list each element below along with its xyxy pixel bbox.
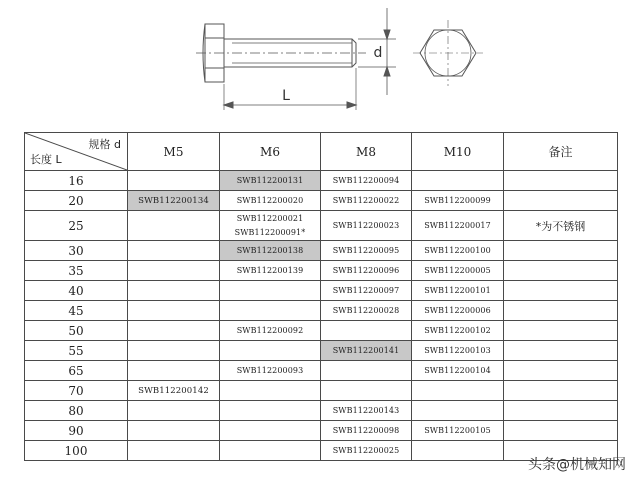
cell-m8 bbox=[321, 361, 412, 381]
part-code: SWB112200097 bbox=[332, 285, 400, 295]
cell-m10 bbox=[412, 361, 504, 381]
length-cell: 50 bbox=[25, 321, 128, 341]
part-code: SWB112200021 bbox=[236, 213, 304, 223]
length-cell: 25 bbox=[25, 211, 128, 241]
cell-remarks bbox=[504, 191, 618, 211]
cell-m6 bbox=[220, 381, 321, 401]
length-cell: 65 bbox=[25, 361, 128, 381]
cell-m10 bbox=[412, 261, 504, 281]
remark-text: *为不锈钢 bbox=[535, 219, 586, 233]
table-row bbox=[25, 301, 618, 321]
diameter-label: d bbox=[373, 45, 383, 61]
part-code: SWB112200091* bbox=[234, 227, 306, 237]
cell-m10 bbox=[412, 341, 504, 361]
cell-m6 bbox=[220, 361, 321, 381]
column-header-m8: M8 bbox=[321, 133, 412, 171]
cell-remarks bbox=[504, 281, 618, 301]
length-cell: 90 bbox=[25, 421, 128, 441]
part-code: SWB112200020 bbox=[236, 195, 304, 205]
part-code: SWB112200100 bbox=[424, 245, 491, 255]
table-row bbox=[25, 401, 618, 421]
cell-remarks bbox=[504, 341, 618, 361]
cell-m8 bbox=[321, 261, 412, 281]
part-code: SWB112200093 bbox=[236, 365, 304, 375]
part-code: SWB112200095 bbox=[332, 245, 400, 255]
cell-m8 bbox=[321, 421, 412, 441]
cell-remarks bbox=[504, 211, 618, 241]
cell-remarks bbox=[504, 361, 618, 381]
cell-m6 bbox=[220, 171, 321, 191]
cell-m6 bbox=[220, 401, 321, 421]
cell-m8 bbox=[321, 441, 412, 461]
part-code: SWB112200023 bbox=[332, 220, 400, 230]
cell-m6 bbox=[220, 211, 321, 241]
spec-table bbox=[24, 132, 618, 461]
cell-m5 bbox=[128, 421, 220, 441]
table-row bbox=[25, 361, 618, 381]
column-header-m10: M10 bbox=[412, 133, 504, 171]
cell-remarks bbox=[504, 381, 618, 401]
cell-m8 bbox=[321, 341, 412, 361]
table-row bbox=[25, 281, 618, 301]
part-code: SWB112200138 bbox=[236, 245, 304, 255]
cell-m5 bbox=[128, 381, 220, 401]
part-code: SWB112200092 bbox=[236, 325, 304, 335]
part-code: SWB112200099 bbox=[424, 195, 491, 205]
cell-m10 bbox=[412, 301, 504, 321]
column-header-remarks: 备注 bbox=[504, 133, 618, 171]
table-row bbox=[25, 191, 618, 211]
length-cell: 16 bbox=[25, 171, 128, 191]
part-code: SWB112200096 bbox=[332, 265, 400, 275]
cell-m8 bbox=[321, 191, 412, 211]
cell-m10 bbox=[412, 321, 504, 341]
length-label: L bbox=[282, 88, 290, 104]
length-cell: 30 bbox=[25, 241, 128, 261]
cell-remarks bbox=[504, 241, 618, 261]
part-code: SWB112200005 bbox=[424, 265, 491, 275]
cell-m8 bbox=[321, 321, 412, 341]
cell-m5 bbox=[128, 401, 220, 421]
table-row bbox=[25, 341, 618, 361]
cell-m10 bbox=[412, 171, 504, 191]
length-cell: 20 bbox=[25, 191, 128, 211]
length-cell: 100 bbox=[25, 441, 128, 461]
cell-m8 bbox=[321, 281, 412, 301]
length-cell: 55 bbox=[25, 341, 128, 361]
cell-remarks bbox=[504, 261, 618, 281]
cell-m10 bbox=[412, 401, 504, 421]
cell-m8 bbox=[321, 211, 412, 241]
cell-m5 bbox=[128, 211, 220, 241]
corner-spec-label: 规格 d bbox=[88, 138, 121, 151]
watermark: 头条@机械知网 bbox=[528, 457, 626, 473]
corner-header bbox=[25, 133, 128, 171]
part-code: SWB112200134 bbox=[138, 195, 209, 206]
table-body bbox=[25, 171, 618, 461]
cell-m5 bbox=[128, 241, 220, 261]
cell-m5 bbox=[128, 171, 220, 191]
cell-m8 bbox=[321, 171, 412, 191]
cell-m10 bbox=[412, 211, 504, 241]
cell-remarks bbox=[504, 421, 618, 441]
cell-m6 bbox=[220, 281, 321, 301]
table-row bbox=[25, 321, 618, 341]
part-code: SWB112200131 bbox=[236, 175, 304, 185]
table-row bbox=[25, 241, 618, 261]
part-code: SWB112200025 bbox=[332, 445, 400, 455]
table-row bbox=[25, 261, 618, 281]
cell-m8 bbox=[321, 301, 412, 321]
part-code: SWB112200017 bbox=[424, 220, 491, 230]
table-row bbox=[25, 421, 618, 441]
cell-m6 bbox=[220, 441, 321, 461]
column-header-m5: M5 bbox=[128, 133, 220, 171]
part-code: SWB112200028 bbox=[332, 305, 400, 315]
cell-remarks bbox=[504, 321, 618, 341]
cell-m6 bbox=[220, 241, 321, 261]
column-header-m6: M6 bbox=[220, 133, 321, 171]
cell-m6 bbox=[220, 261, 321, 281]
part-code: SWB112200101 bbox=[424, 285, 491, 295]
cell-m5 bbox=[128, 191, 220, 211]
cell-m10 bbox=[412, 441, 504, 461]
cell-m6 bbox=[220, 341, 321, 361]
cell-remarks bbox=[504, 401, 618, 421]
cell-m5 bbox=[128, 441, 220, 461]
header-row bbox=[25, 133, 618, 171]
part-code: SWB112200139 bbox=[236, 265, 304, 275]
length-cell: 35 bbox=[25, 261, 128, 281]
cell-m10 bbox=[412, 421, 504, 441]
cell-m5 bbox=[128, 341, 220, 361]
corner-length-label: 长度 L bbox=[30, 153, 62, 166]
part-code: SWB112200098 bbox=[332, 425, 400, 435]
part-code: SWB112200104 bbox=[424, 365, 491, 375]
length-cell: 70 bbox=[25, 381, 128, 401]
cell-m8 bbox=[321, 401, 412, 421]
length-cell: 45 bbox=[25, 301, 128, 321]
part-code: SWB112200103 bbox=[424, 345, 491, 355]
part-code: SWB112200142 bbox=[138, 385, 209, 396]
cell-m6 bbox=[220, 191, 321, 211]
cell-m8 bbox=[321, 381, 412, 401]
length-cell: 80 bbox=[25, 401, 128, 421]
table-row bbox=[25, 381, 618, 401]
cell-m5 bbox=[128, 281, 220, 301]
cell-m5 bbox=[128, 261, 220, 281]
table-row bbox=[25, 171, 618, 191]
cell-m5 bbox=[128, 321, 220, 341]
cell-remarks bbox=[504, 301, 618, 321]
cell-remarks bbox=[504, 171, 618, 191]
part-code: SWB112200141 bbox=[332, 345, 400, 355]
part-code: SWB112200022 bbox=[332, 195, 400, 205]
part-code: SWB112200006 bbox=[424, 305, 491, 315]
table-row bbox=[25, 211, 618, 241]
part-code: SWB112200094 bbox=[332, 175, 400, 185]
cell-m10 bbox=[412, 241, 504, 261]
cell-m10 bbox=[412, 191, 504, 211]
part-code: SWB112200143 bbox=[332, 405, 400, 415]
cell-m10 bbox=[412, 381, 504, 401]
part-code: SWB112200105 bbox=[424, 425, 491, 435]
length-cell: 40 bbox=[25, 281, 128, 301]
cell-m8 bbox=[321, 241, 412, 261]
cell-m6 bbox=[220, 421, 321, 441]
cell-m10 bbox=[412, 281, 504, 301]
cell-m5 bbox=[128, 361, 220, 381]
cell-m6 bbox=[220, 301, 321, 321]
cell-m6 bbox=[220, 321, 321, 341]
part-code: SWB112200102 bbox=[424, 325, 491, 335]
cell-m5 bbox=[128, 301, 220, 321]
bolt-drawing bbox=[0, 0, 640, 128]
